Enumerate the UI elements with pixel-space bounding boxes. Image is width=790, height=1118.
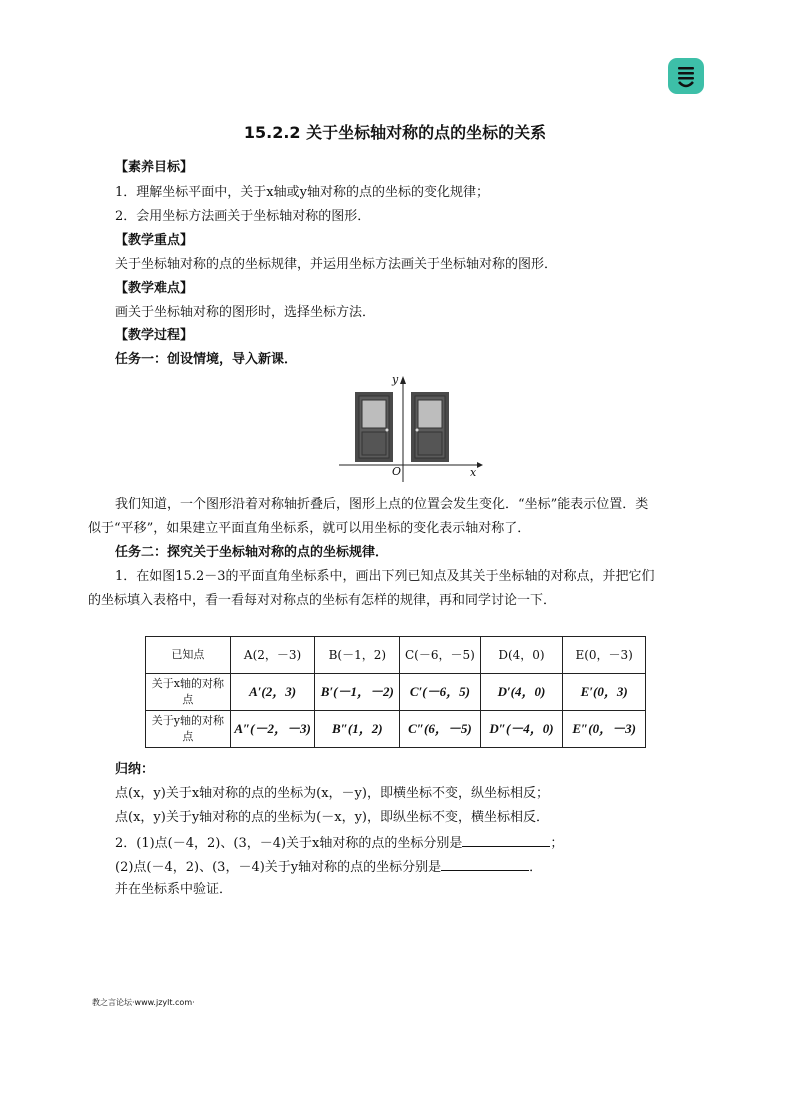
focus-text: 关于坐标轴对称的点的坐标规律，并运用坐标方法画关于坐标轴对称的图形． bbox=[115, 257, 558, 272]
door-figure bbox=[335, 372, 485, 484]
summary-rule-2: 点(x，y)关于y轴对称的点的坐标为(－x，y)，即纵坐标不变，横坐标相反． bbox=[115, 810, 549, 825]
table-cell: B(－1，2) bbox=[315, 637, 400, 674]
goal-2: 2．会用坐标方法画关于坐标轴对称的图形． bbox=[115, 209, 371, 224]
summary-rule-1: 点(x，y)关于x轴对称的点的坐标为(x，－y)，即横坐标不变，纵坐标相反； bbox=[115, 786, 549, 801]
table-row bbox=[146, 711, 646, 748]
difficulty-heading: 【教学难点】 bbox=[115, 281, 194, 296]
question-2-part-2-text: (2)点(－4，2)、(3，－4)关于y轴对称的点的坐标分别是 bbox=[115, 860, 442, 875]
left-door bbox=[355, 392, 393, 462]
table-cell: D′(4，0) bbox=[480, 674, 563, 711]
question-2-part-1-end: ； bbox=[550, 836, 564, 851]
x-axis-arrow bbox=[477, 462, 483, 468]
question-2-part-2-end: ． bbox=[529, 860, 543, 875]
x-axis-label: x bbox=[470, 466, 477, 479]
y-axis-label: y bbox=[392, 373, 399, 386]
y-axis-arrow bbox=[400, 376, 406, 384]
table-cell: A(2，－3) bbox=[230, 637, 315, 674]
table-cell: E″(0，－3) bbox=[563, 711, 646, 748]
table-cell: 已知点 bbox=[146, 637, 231, 674]
origin-label: O bbox=[392, 465, 402, 478]
page-title: 15.2.2 关于坐标轴对称的点的坐标的关系 bbox=[243, 123, 547, 142]
logo-icon bbox=[668, 58, 704, 94]
table-cell: E(0，－3) bbox=[563, 637, 646, 674]
table-cell: 关于x轴的对称点 bbox=[146, 674, 231, 711]
summary-heading: 归纳： bbox=[115, 762, 155, 777]
coordinate-table bbox=[145, 636, 646, 748]
question-1-line-1: 1．在如图15.2－3的平面直角坐标系中，画出下列已知点及其关于坐标轴的对称点，并把它们 bbox=[115, 569, 655, 584]
table-cell: C″(6，－5) bbox=[400, 711, 481, 748]
table-cell: C(－6，－5) bbox=[400, 637, 481, 674]
task2-heading: 任务二：探究关于坐标轴对称的点的坐标规律． bbox=[115, 545, 389, 560]
table-cell: B′(－1，－2) bbox=[315, 674, 400, 711]
footer-text: 教之言论坛·www.jzylt.com· bbox=[92, 998, 195, 1007]
table-cell: C′(－6，5) bbox=[400, 674, 481, 711]
table-cell: E′(0，3) bbox=[563, 674, 646, 711]
question-2-part-1-text: 2．(1)点(－4，2)、(3，－4)关于x轴对称的点的坐标分别是 bbox=[115, 836, 463, 851]
table-cell: D″(－4，0) bbox=[480, 711, 563, 748]
question-2-verify: 并在坐标系中验证． bbox=[115, 882, 233, 897]
goals-heading: 【素养目标】 bbox=[115, 160, 194, 175]
task1-heading: 任务一：创设情境，导入新课． bbox=[115, 352, 298, 367]
table-row bbox=[146, 674, 646, 711]
answer-blank-1[interactable] bbox=[462, 834, 550, 847]
right-door bbox=[411, 392, 449, 462]
question-1-line-2: 的坐标填入表格中，看一看每对对称点的坐标有怎样的规律，再和同学讨论一下． bbox=[88, 593, 557, 608]
paragraph-1-line-2: 似于“平移”，如果建立平面直角坐标系，就可以用坐标的变化表示轴对称了． bbox=[88, 521, 531, 536]
table-row bbox=[146, 637, 646, 674]
table-cell: 关于y轴的对称点 bbox=[146, 711, 231, 748]
table-cell: B″(1，2) bbox=[315, 711, 400, 748]
table-cell: A″(－2，－3) bbox=[230, 711, 315, 748]
table-cell: A′(2，3) bbox=[230, 674, 315, 711]
answer-blank-2[interactable] bbox=[441, 858, 529, 871]
paragraph-1-line-1: 我们知道，一个图形沿着对称轴折叠后，图形上点的位置会发生变化．“坐标”能表示位置．类 bbox=[115, 497, 649, 512]
goal-1: 1．理解坐标平面中，关于x轴或y轴对称的点的坐标的变化规律； bbox=[115, 185, 489, 200]
focus-heading: 【教学重点】 bbox=[115, 233, 194, 248]
table-cell: D(4，0) bbox=[480, 637, 563, 674]
difficulty-text: 画关于坐标轴对称的图形时，选择坐标方法． bbox=[115, 305, 376, 320]
question-2-part-2 bbox=[115, 858, 542, 876]
question-2-part-1 bbox=[115, 834, 563, 852]
process-heading: 【教学过程】 bbox=[115, 328, 194, 343]
